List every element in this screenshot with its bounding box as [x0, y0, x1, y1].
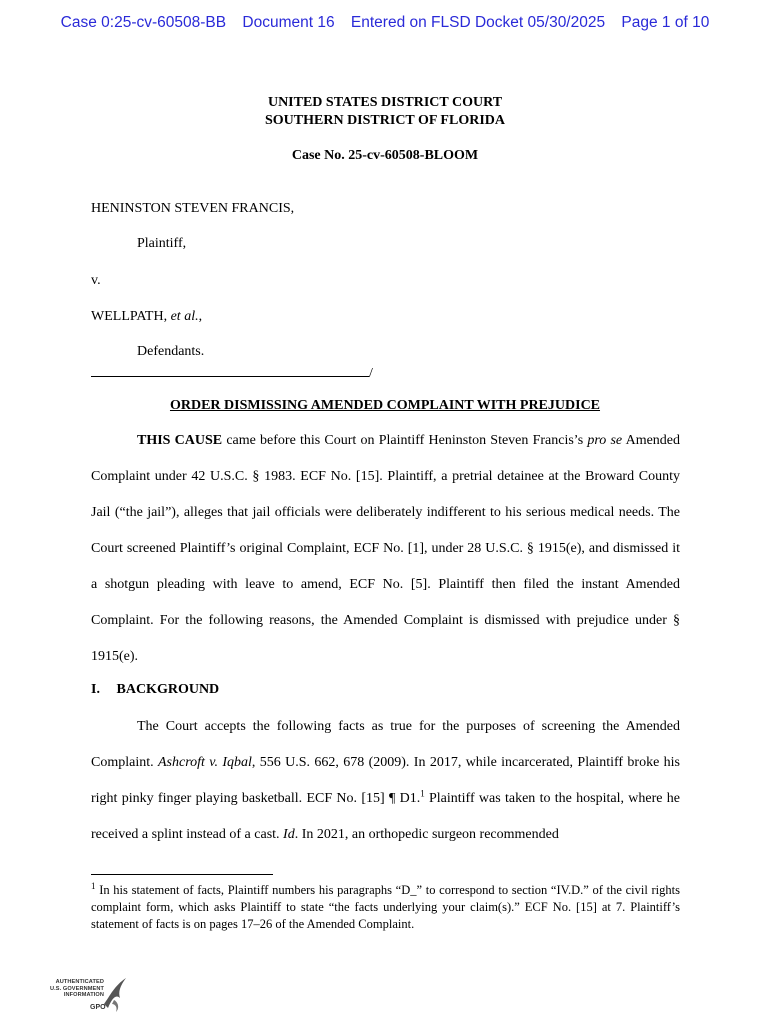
para2-text-1: The Court accepts the following facts as true for the purposes of screening the Amended Complaint. — [91, 719, 680, 770]
paragraph-1 — [91, 423, 680, 675]
footnote-reference: 1 — [420, 788, 425, 799]
section-heading-background — [91, 682, 219, 698]
footnote-rule — [91, 874, 273, 875]
separator-rule — [91, 364, 369, 377]
gpo-authenticated-logo — [44, 974, 130, 1018]
case-number: Case No. 25-cv-60508-BLOOM — [291, 148, 479, 163]
para2-text-4: . In 2021, an orthopedic surgeon recommended — [294, 827, 559, 842]
caption-separator — [91, 364, 373, 382]
header-document-number: Document 16 — [242, 14, 335, 31]
plaintiff-name: HENINSTON STEVEN FRANCIS, — [91, 201, 295, 216]
section-title: BACKGROUND — [116, 682, 220, 697]
plaintiff-role: Plaintiff, — [137, 236, 187, 251]
para2-text-2: , 556 U.S. 662, 678 (2009). In 2017, while incarcerated, Plaintiff broke his right pinky finger playing basketball. ECF No. [15] ¶ D1. — [91, 755, 680, 806]
header-case-number: Case 0:25-cv-60508-BB — [60, 14, 227, 31]
defendant-et-al: et al. — [170, 309, 199, 324]
gpo-line-3: INFORMATION — [63, 992, 104, 999]
id-citation: Id — [283, 827, 295, 842]
gpo-line-2: U.S. GOVERNMENT — [49, 985, 104, 992]
separator-slash: / — [369, 366, 373, 381]
defendant-role: Defendants. — [137, 344, 205, 359]
defendant-comma: , — [198, 309, 203, 324]
footnote-1 — [91, 882, 680, 933]
docket-header — [0, 14, 770, 32]
footnote-text: In his statement of facts, Plaintiff numbers his paragraphs “D_” to correspond to section “IV.D.” of the civil rights complaint form, which asks Plaintiff to state “the facts underlying your claim(s).” ECF No. [15] at 7. Plaintiff’s statement of facts is on pages 17–26 of the Amended Complaint. — [91, 883, 680, 931]
order-title: ORDER DISMISSING AMENDED COMPLAINT WITH PREJUDICE — [169, 398, 601, 413]
header-page-number: Page 1 of 10 — [621, 14, 710, 31]
gpo-logo-text — [44, 979, 104, 999]
para1-text-2: Amended Complaint under 42 U.S.C. § 1983. ECF No. [15]. Plaintiff, a pretrial detainee at the Broward County Jail (“the jail”), alleges that jail officials were deliberately indifferent to his serious medical needs. The Court screened Plaintiff’s original Complaint, ECF No. [1], under 28 U.S.C. § 1915(e), and dismissed it a shotgun pleading with leave to amend, ECF No. [5]. Plaintiff then filed the instant Amended Complaint. For the following reasons, the Amended Complaint is dismissed with prejudice under § 1915(e). — [91, 433, 681, 664]
court-line-2: SOUTHERN DISTRICT OF FLORIDA — [265, 113, 505, 128]
defendant-name-text: WELLPATH, — [91, 309, 168, 324]
defendant-name — [91, 309, 202, 325]
this-cause: THIS CAUSE — [137, 433, 223, 448]
court-name — [0, 94, 770, 130]
gpo-line-1: AUTHENTICATED — [55, 979, 104, 985]
court-line-1: UNITED STATES DISTRICT COURT — [267, 95, 503, 110]
pro-se: pro se — [587, 433, 623, 448]
gpo-mark: GPO — [90, 1004, 106, 1011]
para2-text-3: Plaintiff was taken to the hospital, where he received a splint instead of a cast. — [91, 791, 680, 842]
section-number: I. — [91, 682, 100, 697]
para1-text-1: came before this Court on Plaintiff Heninston Steven Francis’s — [222, 433, 588, 448]
paragraph-2 — [91, 709, 680, 853]
header-entered-date: Entered on FLSD Docket 05/30/2025 — [350, 14, 606, 31]
case-citation: Ashcroft v. Iqbal — [157, 755, 252, 770]
footnote-mark: 1 — [91, 880, 96, 891]
versus: v. — [91, 273, 101, 288]
